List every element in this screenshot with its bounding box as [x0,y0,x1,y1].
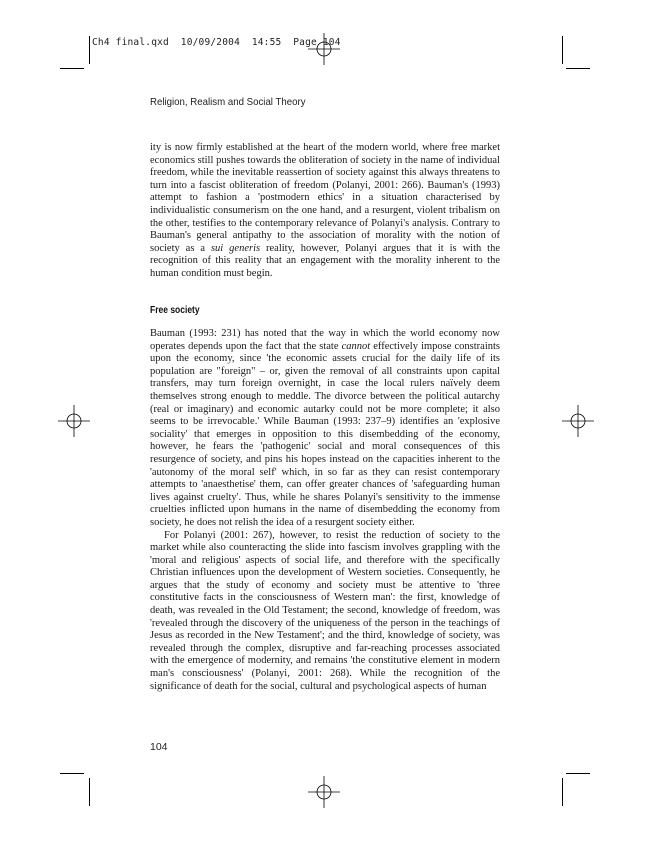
paragraph-text: Bauman (1993: 231) has noted that the way in which the world economy now operates depends upon the fact that the state cannot effectively impose constraints upon the economy, since 'the economic assets crucial for the daily life of its population are "foreign" – or, given the removal of all constraints upon capital transfers, may turn foreign overnight, in case the local rulers naïvely deem themselves strong enough to meddle. The divorce between the political autarchy (real or imaginary) and economic autarky could not be more complete; it also seems to be irrevocable.' While Bauman (1993: 237–9) identifies an 'explosive sociality' that emerges in opposition to this disembedding of the economy, however, he fears the 'pathogenic' social and moral consequences of this resurgence of society, and pins his hopes instead on the capacities inherent to the 'autonomy of the moral self' which, in so far as they can resist contemporary attempts to 'anaesthetise' them, can offer greater chances of 'safeguarding human lives against cruelty'. Thus, while he shares Polanyi's sensitivity to the immense cruelties inflicted upon humans in the name of disembedding the economy from society, he does not relish the idea of a resurgent society either. [150,328,500,528]
registration-mark-left [58,405,90,437]
body-paragraph-1 [150,142,500,281]
crop-mark [60,773,84,774]
page-number: 104 [150,741,168,753]
body-paragraphs-2 [150,328,500,693]
crop-mark [566,773,590,774]
registration-mark-right [562,405,594,437]
crop-mark [562,36,563,64]
crop-mark [60,68,84,69]
paragraph-text: ity is now firmly established at the heart of the modern world, where free market economics still pushes towards the obliteration of society in the name of individual freedom, while the inevitable reassertion of society against this always threatens to turn into a fascist obliteration of freedom (Polanyi, 2001: 266). Bauman's (1993) attempt to fashion a 'postmodern ethics' in a situation characterised by individualistic consumerism on the one hand, and a resurgent, violent tribalism on the other, testifies to the contemporary relevance of Polanyi's analysis. Contrary to Bauman's general antipathy to the association of morality with the notion of society as a sui generis reality, however, Polanyi argues that it is with the recognition of this reality that an engagement with the morality inherent to the human condition must begin. [150,142,500,279]
paragraph-text: For Polanyi (2001: 267), however, to resist the reduction of society to the market while also counteracting the slide into fascism involves grappling with the 'moral and religious' aspects of social life, and therefore with the specifically Christian influences upon the development of Western societies. Consequently, he argues that the study of economy and society must be attentive to 'three constitutive facts in the consciousness of Western man': the first, knowledge of death, was revealed in the Old Testament; the second, knowledge of freedom, was 'revealed through the discovery of the uniqueness of the person in the teachings of Jesus as recorded in the New Testament'; and the third, knowledge of society, was revealed through the complex, disruptive and far-reaching processes associated with the emergence of modernity, and remains 'the constitutive element in modern man's consciousness' (Polanyi, 2001: 268). While the recognition of the significance of death for the social, cultural and psychological aspects of human [150,529,500,692]
printer-slug: Ch4 final.qxd 10/09/2004 14:55 Page 104 [92,37,341,48]
crop-mark [562,778,563,806]
section-heading: Free society [150,305,200,316]
crop-mark [89,36,90,64]
registration-mark-bottom [308,776,340,808]
crop-mark [566,68,590,69]
running-head: Religion, Realism and Social Theory [150,96,306,108]
crop-mark [89,778,90,806]
